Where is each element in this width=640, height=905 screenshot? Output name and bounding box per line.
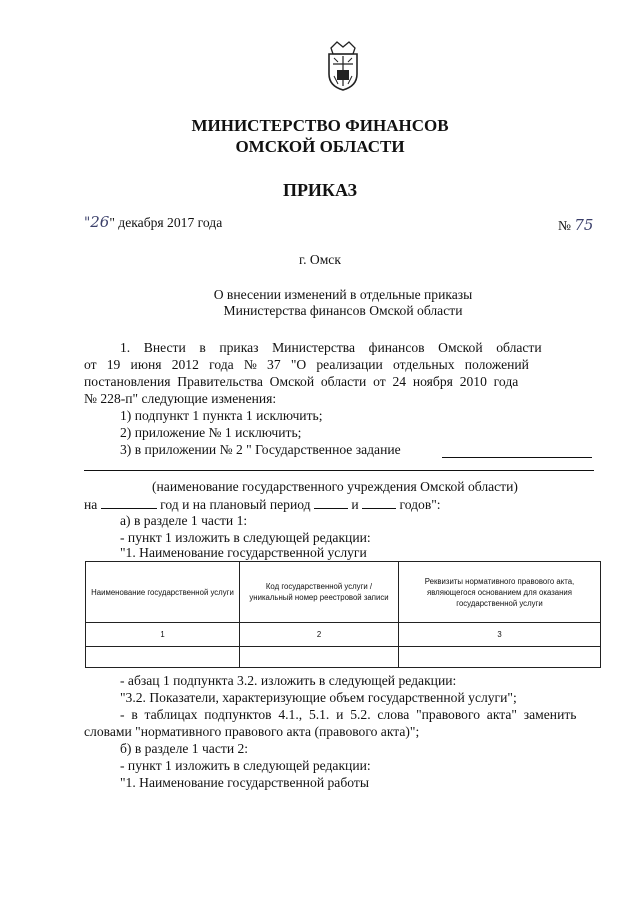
service-table xyxy=(85,561,601,668)
institution-naming-caption: (наименование государственного учреждения Омской области) xyxy=(152,479,518,494)
table-empty-cell-2 xyxy=(240,647,399,668)
date-day-handwritten: 26 xyxy=(90,213,110,231)
period-end: годов": xyxy=(399,497,441,512)
period-na: на xyxy=(84,497,98,512)
p1-line2: от 19 июня 2012 года № 37 "О реализации отдельных положений xyxy=(84,357,529,372)
after-line1: - абзац 1 подпункта 3.2. изложить в следующей редакции: xyxy=(120,673,457,688)
section-b-quote: "1. Наименование государственной работы xyxy=(120,775,369,790)
table-empty-row xyxy=(86,647,601,668)
table-empty-cell-1 xyxy=(86,647,240,668)
number-handwritten: 75 xyxy=(574,216,594,234)
table-header-col3: Реквизиты нормативного правового акта, являющегося основанием для оказания государственной услуги xyxy=(399,562,601,623)
coat-of-arms-emblem-icon xyxy=(323,40,363,92)
section-a-item1: - пункт 1 изложить в следующей редакции: xyxy=(120,530,371,545)
p1-line3: постановления Правительства Омской области от 24 ноября 2010 года xyxy=(84,374,519,389)
p1-line4: № 228-п" следующие изменения: xyxy=(84,391,277,406)
blank-line-task xyxy=(442,457,592,458)
table-header-col1: Наименование государственной услуги xyxy=(86,562,240,623)
period-mid: год и на плановый период xyxy=(160,497,311,512)
period-line xyxy=(84,496,441,513)
blank-plan-year2 xyxy=(362,496,396,509)
date-rest: " декабря 2017 года xyxy=(109,215,223,230)
period-and: и xyxy=(351,497,359,512)
table-num-2: 2 xyxy=(240,623,399,647)
blank-plan-year1 xyxy=(314,496,348,509)
subject-line1: О внесении изменений в отдельные приказы xyxy=(213,287,473,302)
after-line3: - в таблицах подпунктов 4.1., 5.1. и 5.2. слова "правового акта" заменить xyxy=(120,707,577,722)
after-line4: словами "нормативного правового акта (правового акта)"; xyxy=(84,724,420,739)
date-open-quote: " xyxy=(84,215,91,231)
blank-year xyxy=(101,496,157,509)
subject-line2: Министерства финансов Омской области xyxy=(223,303,463,318)
document-type-title: ПРИКАЗ xyxy=(282,180,358,200)
city: г. Омск xyxy=(299,252,341,267)
blank-line-institution xyxy=(84,470,594,471)
ministry-name-line2: ОМСКОЙ ОБЛАСТИ xyxy=(235,137,405,156)
item-1: 1) подпункт 1 пункта 1 исключить; xyxy=(120,408,323,423)
section-b-item1: - пункт 1 изложить в следующей редакции: xyxy=(120,758,371,773)
table-num-1: 1 xyxy=(86,623,240,647)
ministry-name-line1: МИНИСТЕРСТВО ФИНАНСОВ xyxy=(191,116,449,135)
document-number xyxy=(558,216,593,234)
table-empty-cell-3 xyxy=(399,647,601,668)
section-a-quote: "1. Наименование государственной услуги xyxy=(120,545,367,560)
p1-line1: 1. Внести в приказ Министерства финансов Омской области xyxy=(120,340,542,355)
table-num-3: 3 xyxy=(399,623,601,647)
section-b: б) в разделе 1 части 2: xyxy=(120,741,249,756)
number-prefix: № xyxy=(558,218,571,233)
table-number-row xyxy=(86,623,601,647)
table-header-col2: Код государственной услуги / уникальный номер реестровой записи xyxy=(240,562,399,623)
document-date xyxy=(84,213,222,231)
after-line2: "3.2. Показатели, характеризующие объем государственной услуги"; xyxy=(120,690,517,705)
section-a: а) в разделе 1 части 1: xyxy=(120,513,248,528)
item-3: 3) в приложении № 2 " Государственное задание xyxy=(120,442,401,457)
item-2: 2) приложение № 1 исключить; xyxy=(120,425,302,440)
table-header-row xyxy=(86,562,601,623)
